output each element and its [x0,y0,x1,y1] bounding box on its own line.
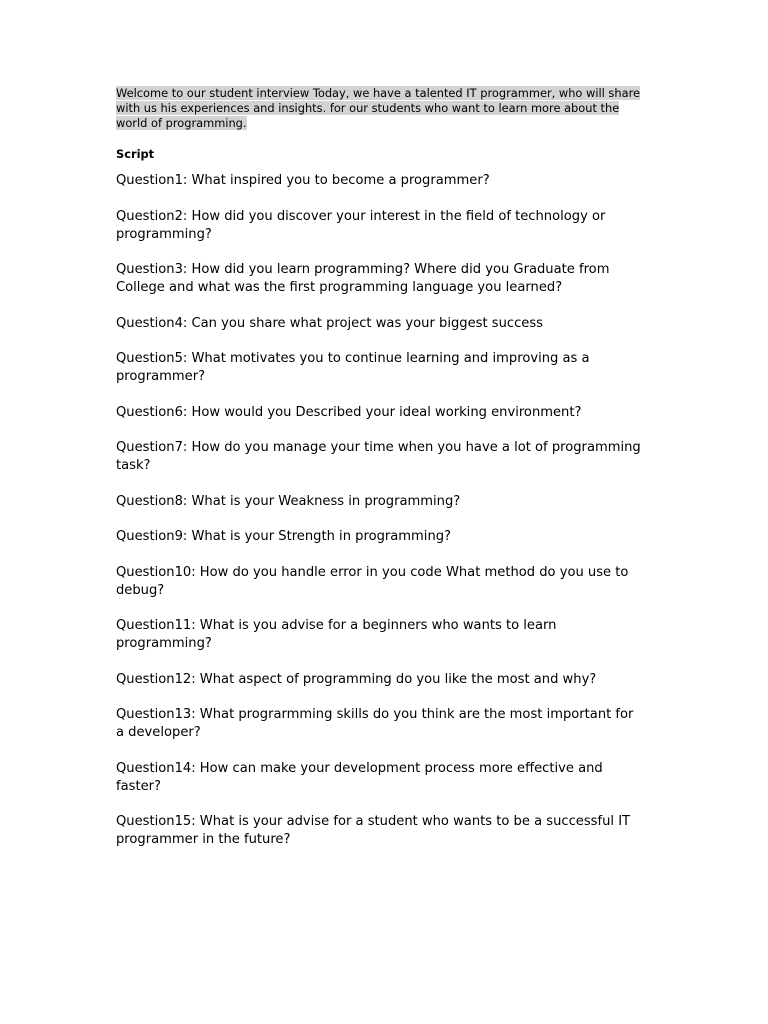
question-item: Question2: How did you discover your interest in the field of technology or programming? [116,208,606,242]
question-item: Question14: How can make your development process more effective and faster? [116,760,603,794]
question-item: Question15: What is your advise for a student who wants to be a successful IT programmer in the future? [116,814,631,847]
question-item: Question11: What is you advise for a beginners who wants to learn programming? [116,618,557,651]
question-item: Question5: What motivates you to continue learning and improving as a programmer? [116,351,590,384]
intro-highlight: Welcome to our student interview Today, we have a talented IT programmer, who will share with us his experiences and insights. for our students who want to learn more about the world of programming. [116,86,641,130]
question-item: Question8: What is your Weakness in programming? [116,493,461,509]
question-item: Question6: How would you Described your ideal working environment? [116,404,582,420]
question-item: Question13: What prograrmming skills do you think are the most important for a developer? [116,707,634,740]
question-list [116,172,644,849]
question-item: Question1: What inspired you to become a programmer? [116,173,490,188]
question-item: Question9: What is your Strength in programming? [116,529,452,544]
question-item: Question10: How do you handle error in you code What method do you use to debug? [116,564,629,598]
script-heading: Script [116,147,155,161]
question-item: Question12: What aspect of programming do you like the most and why? [116,671,597,687]
question-item: Question7: How do you manage your time when you have a lot of programming task? [116,440,641,473]
intro-paragraph [116,86,644,131]
question-item: Question4: Can you share what project was your biggest success [116,315,543,331]
question-item: Question3: How did you learn programming? Where did you Graduate from College and what was the first programming language you learned? [116,262,610,295]
